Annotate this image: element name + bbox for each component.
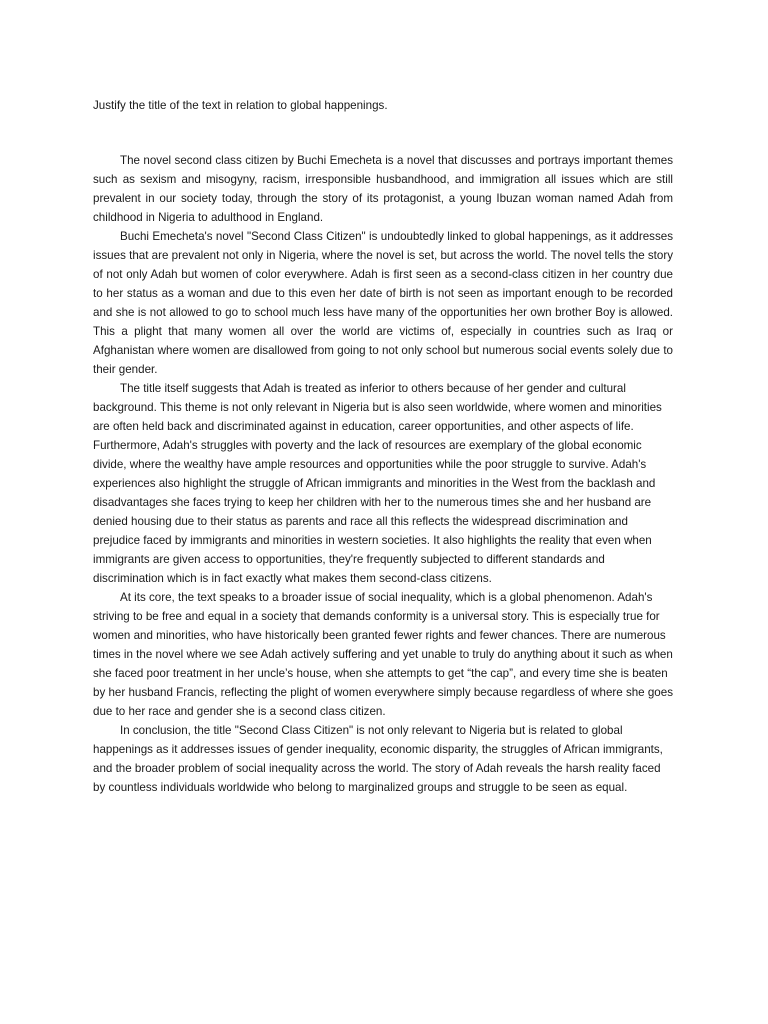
paragraph-title-meaning: The title itself suggests that Adah is treated as inferior to others because of her gender and cultural background. This theme is not only relevant in Nigeria but is also seen worldwide, where women and minorities are often held back and discriminated against in education, career opportunities, and other aspects of life. Furthermore, Adah's struggles with poverty and the lack of resources are exemplary of the global economic divide, where the wealthy have ample resources and opportunities while the poor struggle to survive. Adah's experiences also highlight the struggle of African immigrants and minorities in the West from the backlash and disadvantages she faces trying to keep her children with her to the numerous times she and her husband are denied housing due to their status as parents and race all this reflects the widespread discrimination and prejudice faced by immigrants and minorities in western societies. It also highlights the reality that even when immigrants are given access to opportunities, they're frequently subjected to different standards and discrimination which is in fact exactly what makes them second-class citizens. — [93, 382, 662, 585]
essay-body — [93, 151, 673, 797]
paragraph-conclusion: In conclusion, the title "Second Class Citizen" is not only relevant to Nigeria but is related to global happenings as it addresses issues of gender inequality, economic disparity, the struggles of African immigrants, and the broader problem of social inequality across the world. The story of Adah reveals the harsh reality faced by countless individuals worldwide who belong to marginalized groups and struggle to be seen as equal. — [93, 724, 663, 794]
question-prompt: Justify the title of the text in relation to global happenings. — [93, 99, 388, 112]
paragraph-introduction: The novel second class citizen by Buchi Emecheta is a novel that discusses and portrays important themes such as sexism and misogyny, racism, irresponsible husbandhood, and immigration all issues which are still prevalent in our society today, through the story of its protagonist, a young Ibuzan woman named Adah from childhood in Nigeria to adulthood in England. — [93, 154, 673, 224]
paragraph-global-link: Buchi Emecheta's novel "Second Class Citizen" is undoubtedly linked to global happenings, as it addresses issues that are prevalent not only in Nigeria, where the novel is set, but across the world. The novel tells the story of not only Adah but women of color everywhere. Adah is first seen as a second-class citizen in her country due to her status as a woman and due to this even her date of birth is not seen as important enough to be recorded and she is not allowed to go to school much less have many of the opportunities her own brother Boy is allowed. This a plight that many women all over the world are victims of, especially in countries such as Iraq or Afghanistan where women are disallowed from going to not only school but numerous social events solely due to their gender. — [93, 230, 673, 376]
paragraph-social-inequality: At its core, the text speaks to a broader issue of social inequality, which is a global phenomenon. Adah's striving to be free and equal in a society that demands conformity is a universal story. This is especially true for women and minorities, who have historically been granted fewer rights and fewer chances. There are numerous times in the novel where we see Adah actively suffering and yet unable to truly do anything about it such as when she faced poor treatment in her uncle’s house, when she attempts to get “the cap”, and every time she is beaten by her husband Francis, reflecting the plight of women everywhere simply because regardless of where she goes due to her race and gender she is a second class citizen. — [93, 591, 673, 718]
